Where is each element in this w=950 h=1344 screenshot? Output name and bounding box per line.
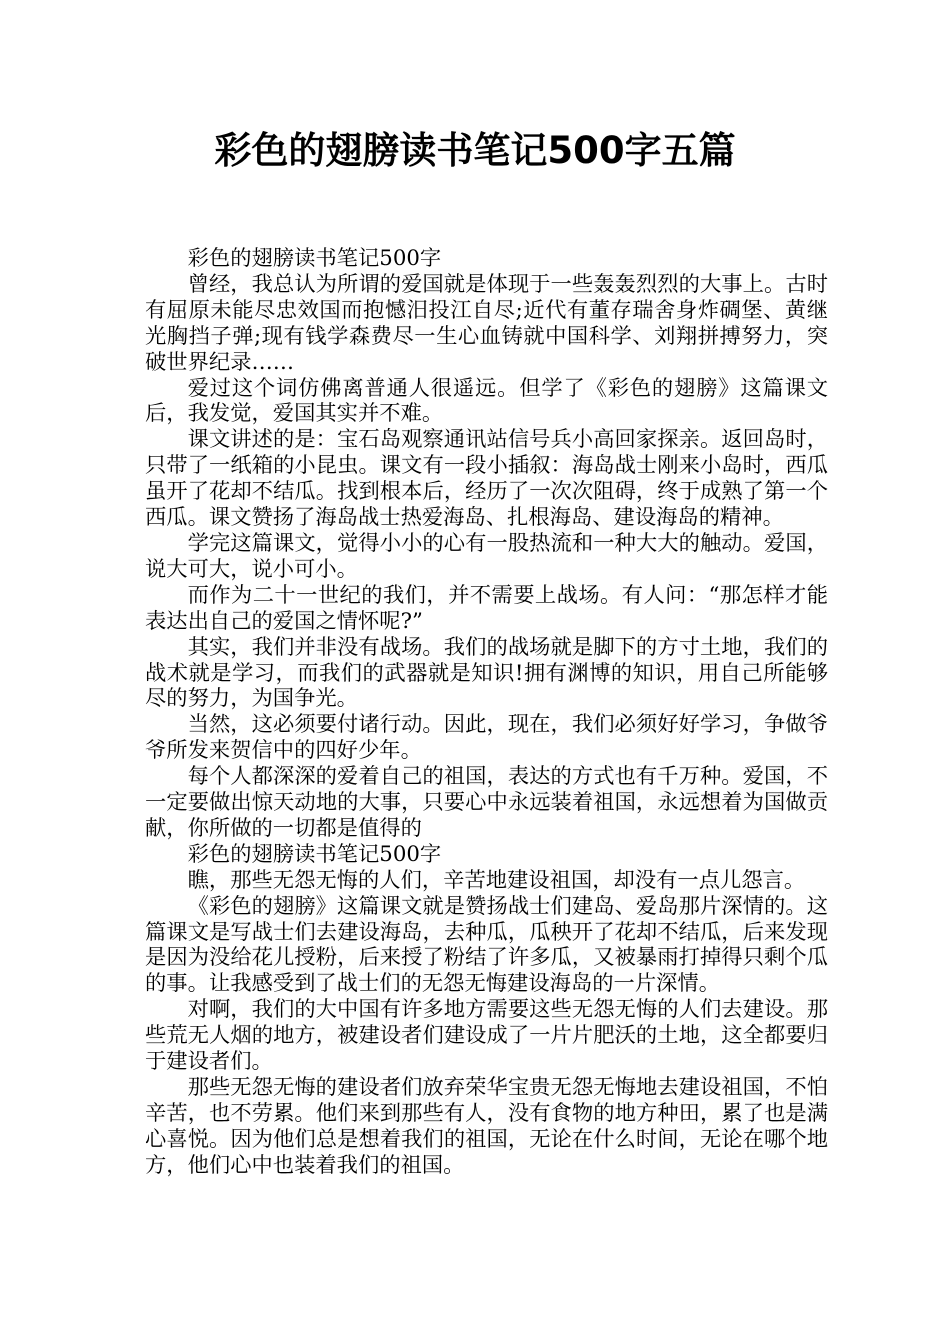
section-heading-1: 彩色的翅膀读书笔记500字: [187, 246, 442, 271]
paragraph: 当然，这必须要付诸行动。因此，现在，我们必须好好学习，争做爷爷所发来贺信中的四好少年。: [145, 712, 828, 764]
paragraph: 爱过这个词仿佛离普通人很遥远。但学了《彩色的翅膀》这篇课文后，我发觉，爱国其实并不难。: [145, 375, 828, 427]
paragraph: 《彩色的翅膀》这篇课文就是赞扬战士们建岛、爱岛那片深情的。这篇课文是写战士们去建设海岛，去种瓜，瓜秧开了花却不结瓜，后来发现是因为没给花儿授粉，后来授了粉结了许多瓜，又被暴雨打掉得只剩个瓜的事。让我感受到了战士们的无怨无悔建设海岛的一片深情。: [145, 893, 828, 997]
paragraph: 而作为二十一世纪的我们，并不需要上战场。有人问：“那怎样才能表达出自己的爱国之情怀呢?”: [145, 582, 828, 634]
document-title: 彩色的翅膀读书笔记500字五篇: [214, 129, 736, 172]
paragraph: 其实，我们并非没有战场。我们的战场就是脚下的方寸土地，我们的战术就是学习，而我们的武器就是知识!拥有渊博的知识，用自己所能够尽的努力，为国争光。: [145, 634, 828, 712]
document-body: [145, 246, 828, 1179]
paragraph: 对啊，我们的大中国有许多地方需要这些无怨无悔的人们去建设。那些荒无人烟的地方，被建设者们建设成了一片片肥沃的土地，这全都要归于建设者们。: [145, 997, 828, 1075]
paragraph: 曾经，我总认为所谓的爱国就是体现于一些轰轰烈烈的大事上。古时有屈原未能尽忠效国而抱憾汨投江自尽;近代有董存瑞舍身炸碉堡、黄继光胸挡子弹;现有钱学森费尽一生心血铸就中国科学、刘翔拼搏努力，突破世界纪录……: [145, 271, 828, 375]
section-heading-2: 彩色的翅膀读书笔记500字: [187, 841, 442, 867]
paragraph: 瞧，那些无怨无悔的人们，辛苦地建设祖国，却没有一点儿怨言。: [187, 867, 806, 893]
paragraph: 每个人都深深的爱着自己的祖国，表达的方式也有千万种。爱国，不一定要做出惊天动地的大事，只要心中永远装着祖国，永远想着为国做贡献，你所做的一切都是值得的: [145, 764, 828, 841]
paragraph: 那些无怨无悔的建设者们放弃荣华宝贵无怨无悔地去建设祖国，不怕辛苦，也不劳累。他们来到那些有人，没有食物的地方种田，累了也是满心喜悦。因为他们总是想着我们的祖国，无论在什么时间，无论在哪个地方，他们心中也装着我们的祖国。: [145, 1075, 828, 1178]
paragraph: 学完这篇课文，觉得小小的心有一股热流和一种大大的触动。爱国，说大可大，说小可小。: [145, 530, 828, 582]
paragraph: 课文讲述的是：宝石岛观察通讯站信号兵小高回家探亲。返回岛时，只带了一纸箱的小昆虫。课文有一段小插叙：海岛战士刚来小岛时，西瓜虽开了花却不结瓜。找到根本后，经历了一次次阻碍，终于成熟了第一个西瓜。课文赞扬了海岛战士热爱海岛、扎根海岛、建设海岛的精神。: [145, 427, 828, 531]
